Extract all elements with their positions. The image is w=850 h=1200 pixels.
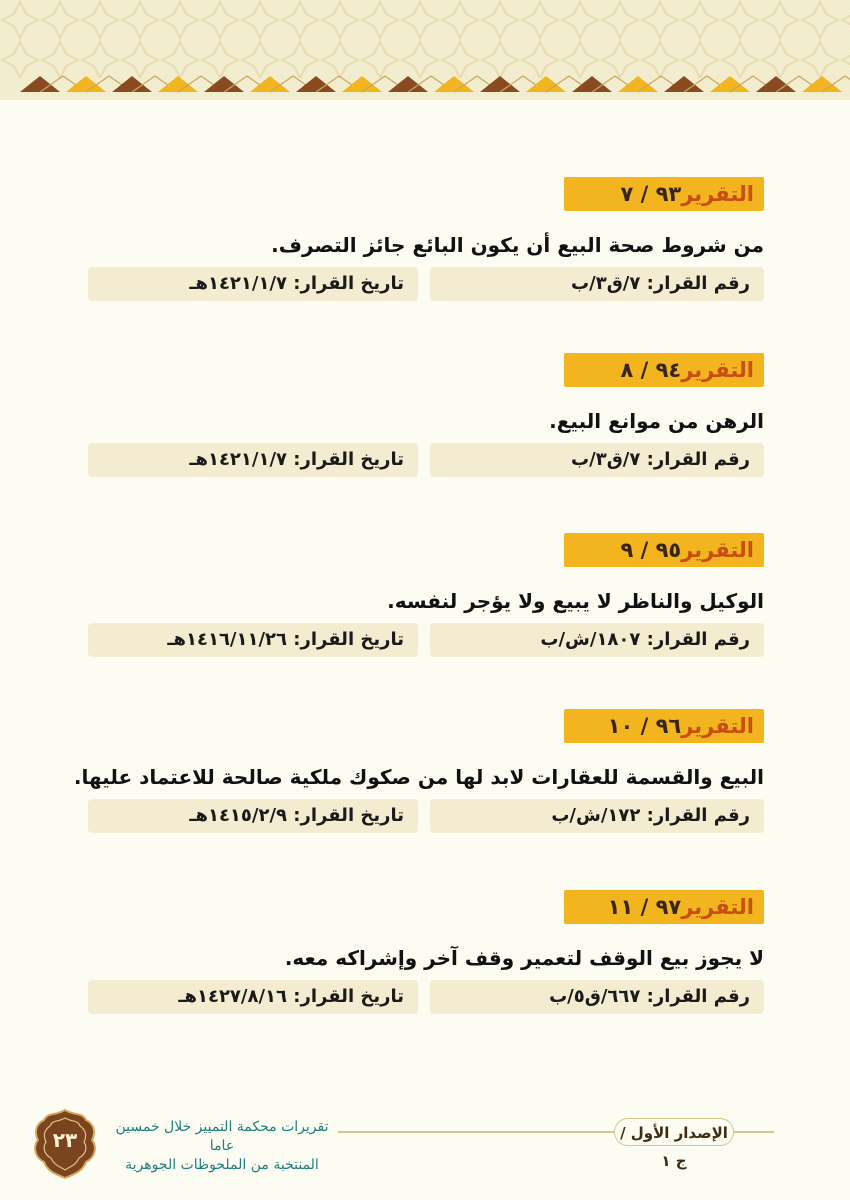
ruling-number: ٩٧ / ١١ <box>607 895 682 919</box>
ruling-title <box>564 890 764 924</box>
triangle-ornament-icon <box>618 76 658 92</box>
ruling-label: التقرير <box>681 538 754 562</box>
book-title-line2: المنتخبة من الملحوظات الجوهرية <box>125 1157 319 1173</box>
ruling-text: من شروط صحة البيع أن يكون البائع جائز التصرف. <box>271 233 764 257</box>
ruling-label: التقرير <box>681 182 754 206</box>
triangle-ornament-icon <box>66 76 106 92</box>
triangle-ornament-icon <box>802 76 842 92</box>
book-title <box>112 1118 332 1175</box>
ruling-number: ٩٣ / ٧ <box>620 182 682 206</box>
triangle-ornament-icon <box>572 76 612 92</box>
triangle-ornament-icon <box>388 76 428 92</box>
ruling-label: التقرير <box>681 895 754 919</box>
decision-date: تاريخ القرار: ١٤٢٧/٨/١٦هـ <box>88 980 418 1014</box>
triangle-ornament-icon <box>526 76 566 92</box>
ruling-title <box>564 709 764 743</box>
decision-date: تاريخ القرار: ١٤١٦/١١/٢٦هـ <box>88 623 418 657</box>
triangle-ornament-icon <box>434 76 474 92</box>
decision-number: رقم القرار: ٧/ق٣/ب <box>430 443 764 477</box>
ruling-number: ٩٥ / ٩ <box>620 538 682 562</box>
triangle-ornament-icon <box>664 76 704 92</box>
ruling-number: ٩٤ / ٨ <box>620 358 682 382</box>
ruling-text: الوكيل والناظر لا يبيع ولا يؤجر لنفسه. <box>387 589 764 613</box>
ruling-meta <box>88 443 764 477</box>
decision-date: تاريخ القرار: ١٤١٥/٢/٩هـ <box>88 799 418 833</box>
triangle-ornament-icon <box>710 76 750 92</box>
ruling-text: لا يجوز بيع الوقف لتعمير وقف آخر وإشراكه معه. <box>284 946 764 970</box>
ruling-meta <box>88 623 764 657</box>
ruling-title <box>564 533 764 567</box>
decision-number: رقم القرار: ١٨٠٧/ش/ب <box>430 623 764 657</box>
ruling-entry <box>88 890 764 1014</box>
ruling-meta <box>88 267 764 301</box>
decision-number: رقم القرار: ٧/ق٣/ب <box>430 267 764 301</box>
triangle-ornament-icon <box>296 76 336 92</box>
triangle-ornament-icon <box>342 76 382 92</box>
triangle-ornament-icon <box>480 76 520 92</box>
page-number: ٢٣ <box>52 1128 78 1152</box>
decision-number: رقم القرار: ٦٦٧/ق٥/ب <box>430 980 764 1014</box>
ruling-number: ٩٦ / ١٠ <box>607 714 682 738</box>
triangle-ornament-icon <box>204 76 244 92</box>
ruling-entry <box>88 353 764 477</box>
triangle-ornament-icon <box>250 76 290 92</box>
header-pattern <box>0 0 850 100</box>
footer-part-label: الإصدار الأول / ج ١ <box>614 1118 734 1146</box>
triangle-ornament-icon <box>158 76 198 92</box>
ruling-meta <box>88 799 764 833</box>
ruling-label: التقرير <box>681 714 754 738</box>
ruling-title <box>564 177 764 211</box>
book-title-line1: تقريرات محكمة التمييز خلال خمسين عاما <box>115 1119 329 1154</box>
decision-date: تاريخ القرار: ١٤٢١/١/٧هـ <box>88 267 418 301</box>
ruling-text: البيع والقسمة للعقارات لابد لها من صكوك ملكية صالحة للاعتماد عليها. <box>73 765 764 789</box>
ruling-text: الرهن من موانع البيع. <box>549 409 764 433</box>
triangle-ornament-icon <box>20 76 60 92</box>
decision-date: تاريخ القرار: ١٤٢١/١/٧هـ <box>88 443 418 477</box>
triangle-ornament-icon <box>112 76 152 92</box>
geometric-pattern-icon <box>0 0 850 100</box>
ruling-title <box>564 353 764 387</box>
ruling-entry <box>73 709 764 833</box>
triangle-ornament-icon <box>756 76 796 92</box>
ruling-label: التقرير <box>681 358 754 382</box>
decision-number: رقم القرار: ١٧٢/ش/ب <box>430 799 764 833</box>
ruling-meta <box>88 980 764 1014</box>
ruling-entry <box>88 533 764 657</box>
ruling-entry <box>88 177 764 301</box>
